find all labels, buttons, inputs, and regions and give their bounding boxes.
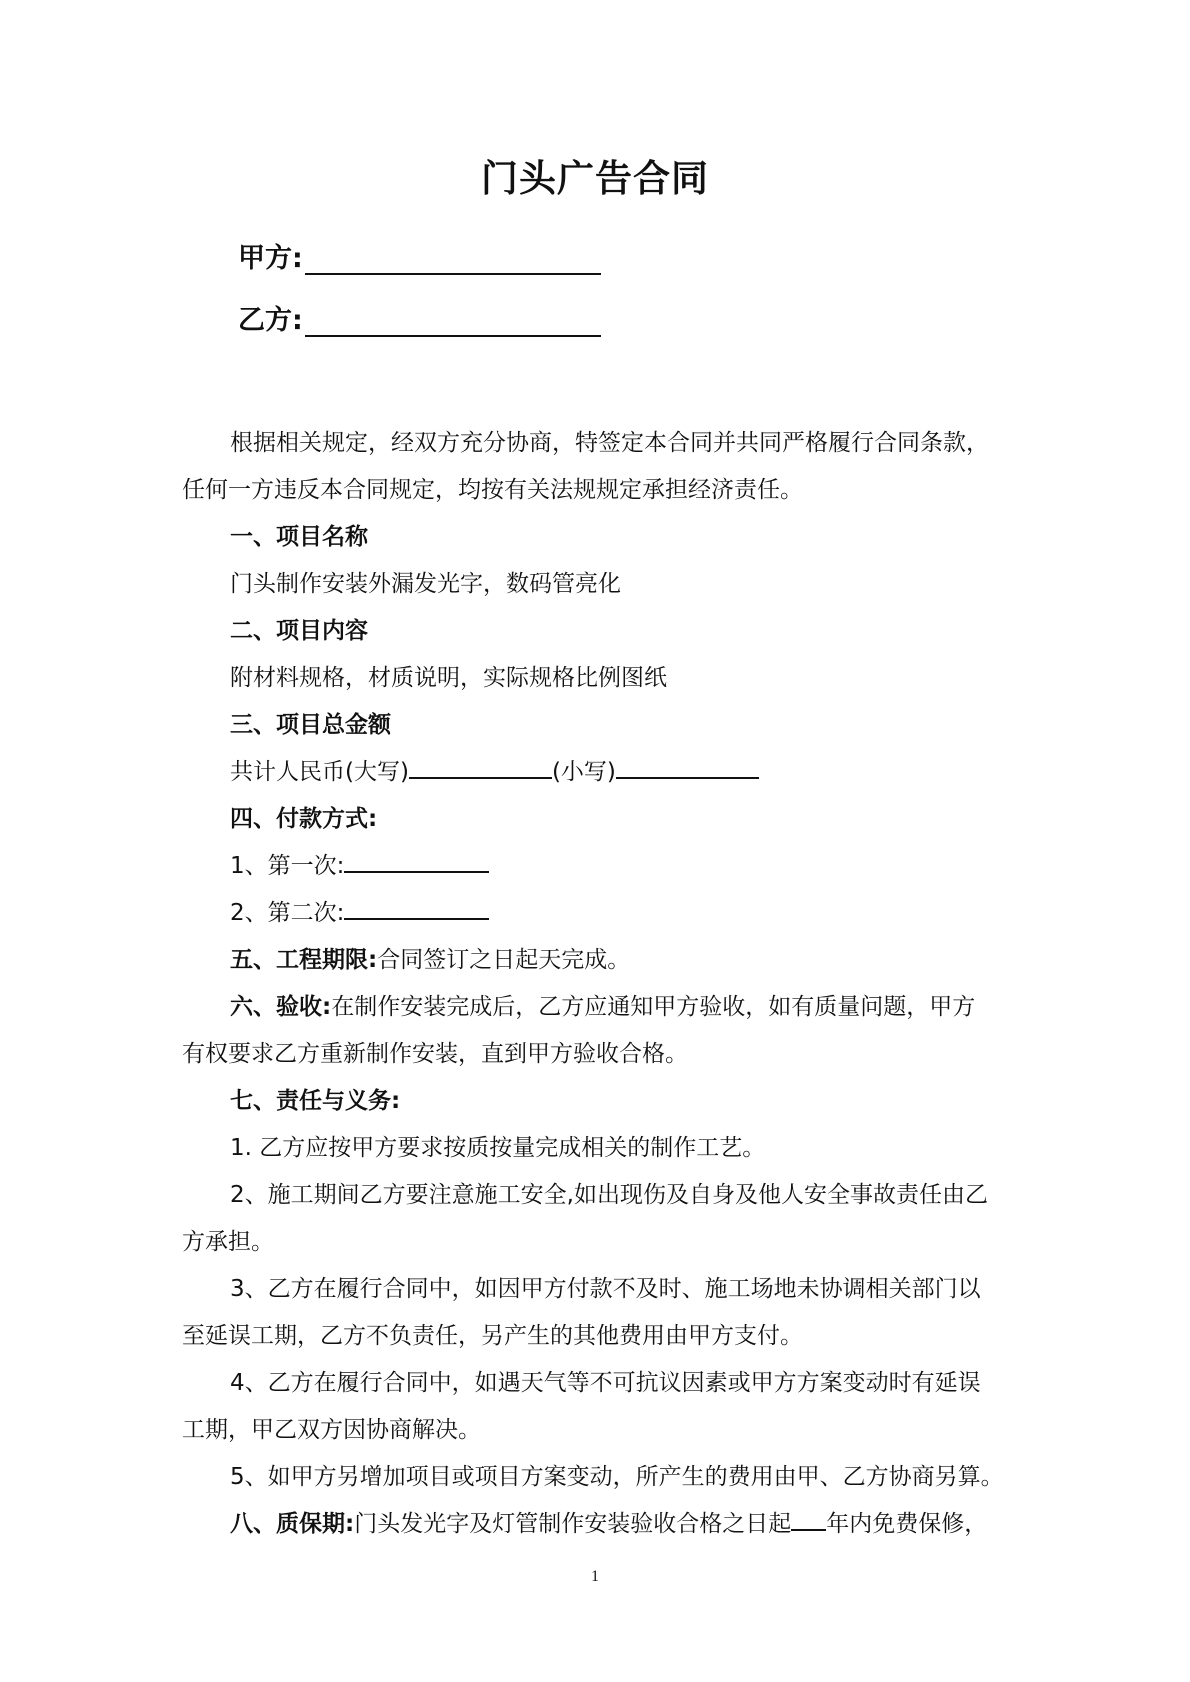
payment-2-label: 2、第二次: <box>230 900 345 926</box>
section-5-text: 合同签订之日起天完成。 <box>377 947 631 973</box>
party-a-label: 甲方: <box>238 243 303 274</box>
section-8-text-a: 门头发光字及灯管制作安装验收合格之日起 <box>354 1511 792 1537</box>
party-b-label: 乙方: <box>238 305 303 336</box>
duty-1: 1. 乙方应按甲方要求按质按量完成相关的制作工艺。 <box>230 1135 766 1161</box>
party-b-blank <box>305 309 601 337</box>
duty-2-line-1: 2、施工期间乙方要注意施工安全,如出现伤及自身及他人安全事故责任由乙 <box>230 1182 988 1208</box>
section-6-text-2: 有权要求乙方重新制作安装，直到甲方验收合格。 <box>182 1041 688 1067</box>
section-6-text-1: 在制作安装完成后，乙方应通知甲方验收，如有质量问题，甲方 <box>331 994 976 1020</box>
payment-2-row <box>230 894 489 927</box>
amount-figures-blank <box>616 755 759 779</box>
section-1-heading: 一、项目名称 <box>230 524 368 550</box>
section-6-heading: 六、验收: <box>230 994 332 1020</box>
payment-1-blank <box>344 849 489 873</box>
intro-line-2: 任何一方违反本合同规定，均按有关法规规定承担经济责任。 <box>182 477 803 503</box>
duty-3-line-1: 3、乙方在履行合同中，如因甲方付款不及时、施工场地未协调相关部门以 <box>230 1276 981 1302</box>
section-2-heading: 二、项目内容 <box>230 618 368 644</box>
warranty-years-blank <box>791 1507 826 1531</box>
document-title: 门头广告合同 <box>481 157 709 200</box>
section-6-row <box>230 988 975 1021</box>
section-3-amount-row <box>230 753 759 786</box>
payment-2-blank <box>344 896 489 920</box>
section-5-heading: 五、工程期限: <box>230 947 378 973</box>
section-1-text: 门头制作安装外漏发光字，数码管亮化 <box>230 571 621 597</box>
section-8-heading: 八、质保期: <box>230 1511 355 1537</box>
duty-2-line-2: 方承担。 <box>182 1229 274 1255</box>
payment-1-row <box>230 847 489 880</box>
section-8-row <box>230 1505 987 1538</box>
duty-4-line-2: 工期，甲乙双方因协商解决。 <box>182 1417 481 1443</box>
party-a-row <box>238 236 601 275</box>
section-7-heading: 七、责任与义务: <box>230 1088 401 1114</box>
section-2-text: 附材料规格，材质说明，实际规格比例图纸 <box>230 665 667 691</box>
payment-1-label: 1、第一次: <box>230 853 345 879</box>
intro-line-1: 根据相关规定，经双方充分协商，特签定本合同并共同严格履行合同条款， <box>230 430 989 456</box>
party-a-blank <box>305 247 601 275</box>
section-4-heading: 四、付款方式: <box>230 806 378 832</box>
page-number: 1 <box>591 1568 599 1585</box>
party-b-row <box>238 298 601 337</box>
duty-5: 5、如甲方另增加项目或项目方案变动，所产生的费用由甲、乙方协商另算。 <box>230 1464 1004 1490</box>
amount-words-blank <box>409 755 552 779</box>
amount-figures-label: (小写) <box>551 759 616 785</box>
duty-3-line-2: 至延误工期，乙方不负责任，另产生的其他费用由甲方支付。 <box>182 1323 803 1349</box>
section-5-row <box>230 941 630 974</box>
duty-4-line-1: 4、乙方在履行合同中，如遇天气等不可抗议因素或甲方方案变动时有延误 <box>230 1370 981 1396</box>
section-8-text-b: 年内免费保修， <box>826 1511 988 1537</box>
amount-words-label: 共计人民币(大写) <box>230 759 409 785</box>
section-3-heading: 三、项目总金额 <box>230 712 391 738</box>
